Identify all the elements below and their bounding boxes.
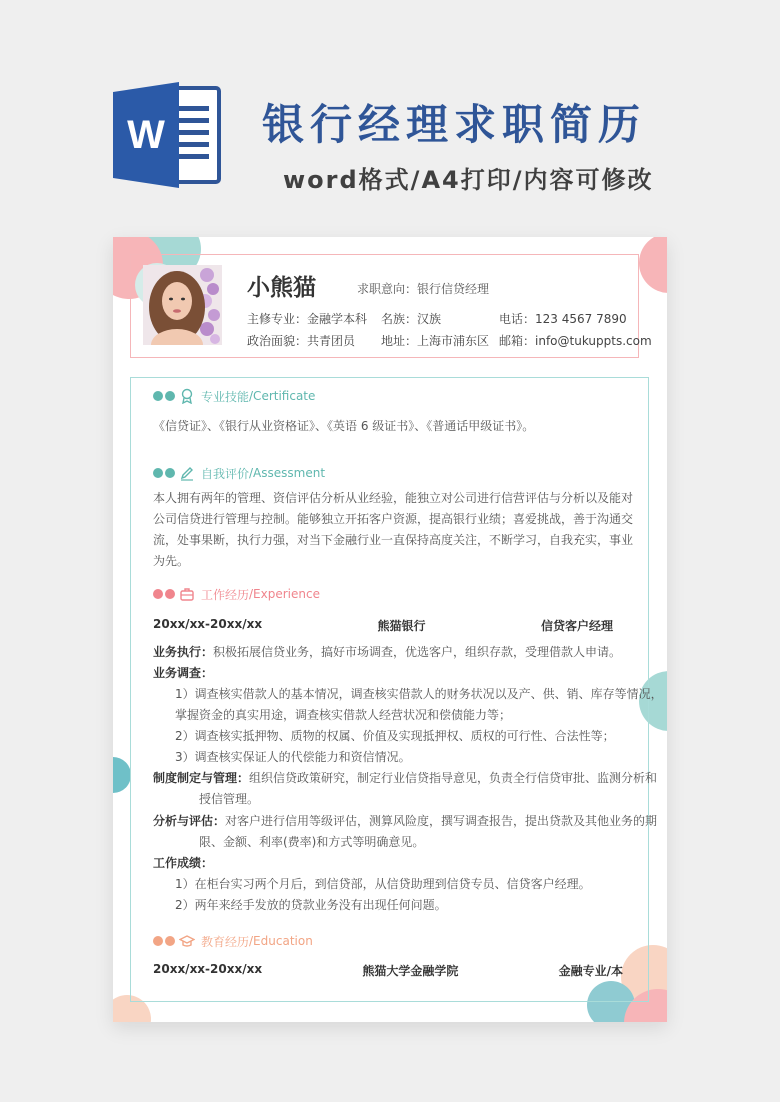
certificate-text: 《信贷证》、《银行从业资格证》、《英语 6 级证书》、《普通话甲级证书》。	[153, 419, 535, 433]
experience-company: 熊猫银行	[377, 619, 426, 633]
policy-line-2: 授信管理。	[199, 792, 260, 806]
section-title-cn: 自我评价	[201, 466, 250, 481]
section-assessment-heading	[153, 463, 325, 483]
section-title-cn: 教育经历	[201, 934, 250, 949]
result-label-line	[153, 854, 213, 871]
info-address	[381, 332, 489, 349]
exec-line	[153, 643, 621, 660]
survey-item: 2）调查核实抵押物、质物的权属、价值及实现抵押权、质权的可行性、合法性等；	[175, 729, 615, 743]
info-label: 政治面貌：	[247, 334, 308, 348]
section-title-cn: 专业技能	[201, 389, 250, 404]
job-intent	[357, 280, 489, 297]
education-period: 20xx/xx-20xx/xx	[153, 962, 263, 976]
pencil-icon	[179, 465, 195, 481]
result-item: 1）在柜台实习两个月后，到信贷部，从信贷助理到信贷专员、信贷客户经理。	[175, 877, 591, 891]
info-value: 汉族	[417, 312, 442, 326]
info-label: 名族：	[381, 312, 418, 326]
word-logo-icon	[113, 82, 221, 188]
info-major	[247, 310, 367, 327]
section-title-en: /Experience	[249, 587, 320, 601]
policy-label: 制度制定与管理：	[153, 771, 250, 785]
education-row	[153, 962, 623, 979]
job-intent-value: 银行信贷经理	[417, 282, 490, 296]
result-item: 2）两年来经手发放的贷款业务没有出现任何问题。	[175, 898, 447, 912]
exec-label: 业务执行：	[153, 645, 214, 659]
word-logo-letter: W	[127, 113, 165, 157]
info-label: 主修专业：	[247, 312, 308, 326]
experience-row	[153, 617, 613, 634]
education-school: 熊猫大学金融学院	[362, 964, 459, 978]
candidate-name: 小熊猫	[247, 275, 316, 301]
survey-item: 掌握资金的真实用途，调查核实借款人经营状况和偿债能力等；	[175, 708, 512, 722]
award-icon	[179, 388, 195, 404]
info-email	[499, 332, 652, 349]
banner-subtitle: word格式/A4打印/内容可修改	[283, 166, 654, 194]
section-title-cn: 工作经历	[201, 587, 250, 602]
survey-item: 3）调查核实保证人的代偿能力和资信情况。	[175, 750, 411, 764]
exec-text: 积极拓展信贷业务，搞好市场调查，优选客户，组织存款，受理借款人申请。	[213, 645, 622, 659]
info-phone	[499, 310, 627, 327]
experience-period: 20xx/xx-20xx/xx	[153, 617, 263, 631]
section-title-en: /Assessment	[249, 466, 326, 480]
section-certificate-heading	[153, 386, 315, 406]
education-major: 金融专业/本	[558, 964, 623, 978]
experience-position: 信贷客户经理	[540, 619, 613, 633]
info-political	[247, 332, 355, 349]
analysis-text: 对客户进行信用等级评估，测算风险度，撰写调查报告，提出贷款及其他业务的期	[225, 814, 658, 828]
info-value: 金融学本科	[307, 312, 368, 326]
graduation-cap-icon	[179, 933, 195, 949]
analysis-label: 分析与评估：	[153, 814, 226, 828]
section-title-en: /Education	[249, 934, 313, 948]
analysis-line-2: 限、金额、利率(费率)和方式等明确意见。	[199, 835, 425, 849]
assessment-text: 本人拥有两年的管理、资信评估分析从业经验，能独立对公司进行信营评估与分析以及能对公司信贷进行管理与控制。能够独立开拓客户资源，提高银行业绩；喜爱挑战，善于沟通交流，处事果断，执行力强，对当下金融行业一直保持高度关注，不断学习，自我充实，事业为先。	[153, 491, 634, 568]
policy-line	[153, 769, 657, 786]
info-label: 邮箱：	[499, 334, 536, 348]
info-ethnicity	[381, 310, 441, 327]
avatar	[143, 265, 222, 345]
briefcase-icon	[179, 586, 195, 602]
info-value: 123 4567 7890	[535, 312, 627, 326]
info-value: info@tukuppts.com	[535, 334, 652, 348]
result-label: 工作成绩：	[153, 856, 214, 870]
job-intent-label: 求职意向：	[357, 282, 418, 296]
info-label: 地址：	[381, 334, 418, 348]
section-education-heading	[153, 931, 313, 951]
survey-item: 1）调查核实借款人的基本情况，调查核实借款人的财务状况以及产、供、销、库存等情况，	[175, 687, 663, 701]
section-experience-heading	[153, 584, 320, 604]
survey-label-line	[153, 664, 213, 681]
section-title-en: /Certificate	[249, 389, 316, 403]
info-value: 上海市浦东区	[417, 334, 490, 348]
info-value: 共青团员	[307, 334, 356, 348]
analysis-line	[153, 812, 657, 829]
banner-title: 银行经理求职简历	[262, 100, 647, 149]
survey-label: 业务调查：	[153, 666, 214, 680]
resume-page	[113, 237, 667, 1022]
policy-text: 组织信贷政策研究，制定行业信贷指导意见，负责全行信贷审批、监测分析和	[249, 771, 658, 785]
info-label: 电话：	[499, 312, 536, 326]
